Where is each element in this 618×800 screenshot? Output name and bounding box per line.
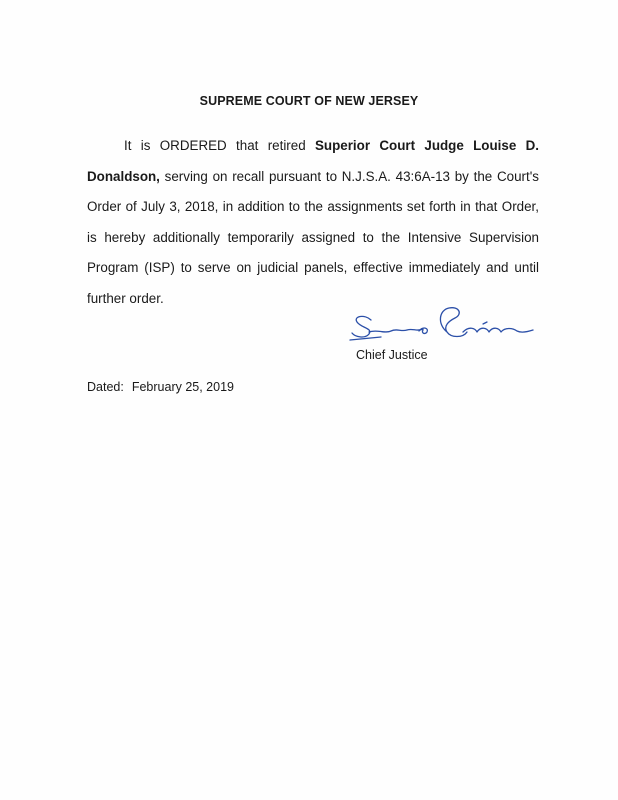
dated-label: Dated: bbox=[87, 380, 124, 394]
judge-name: Superior Court Judge Louise D. Donaldson, bbox=[87, 138, 539, 184]
chief-justice-signature bbox=[347, 302, 537, 348]
order-paragraph bbox=[87, 131, 539, 315]
court-heading: SUPREME COURT OF NEW JERSEY bbox=[199, 94, 419, 108]
signer-title: Chief Justice bbox=[356, 348, 428, 362]
dated-line bbox=[87, 380, 234, 394]
order-intro: It is ORDERED that retired bbox=[124, 138, 315, 153]
order-rest: serving on recall pursuant to N.J.S.A. 43:6A-13 by the Court's Order of July 3, 2018, in addition to the assignments set forth in that Order, is hereby additionally temporarily assigned to the Intensive Supervision Program (ISP) to serve on judicial panels, effective immediately and until further order. bbox=[87, 168, 539, 306]
dated-date: February 25, 2019 bbox=[131, 380, 234, 394]
